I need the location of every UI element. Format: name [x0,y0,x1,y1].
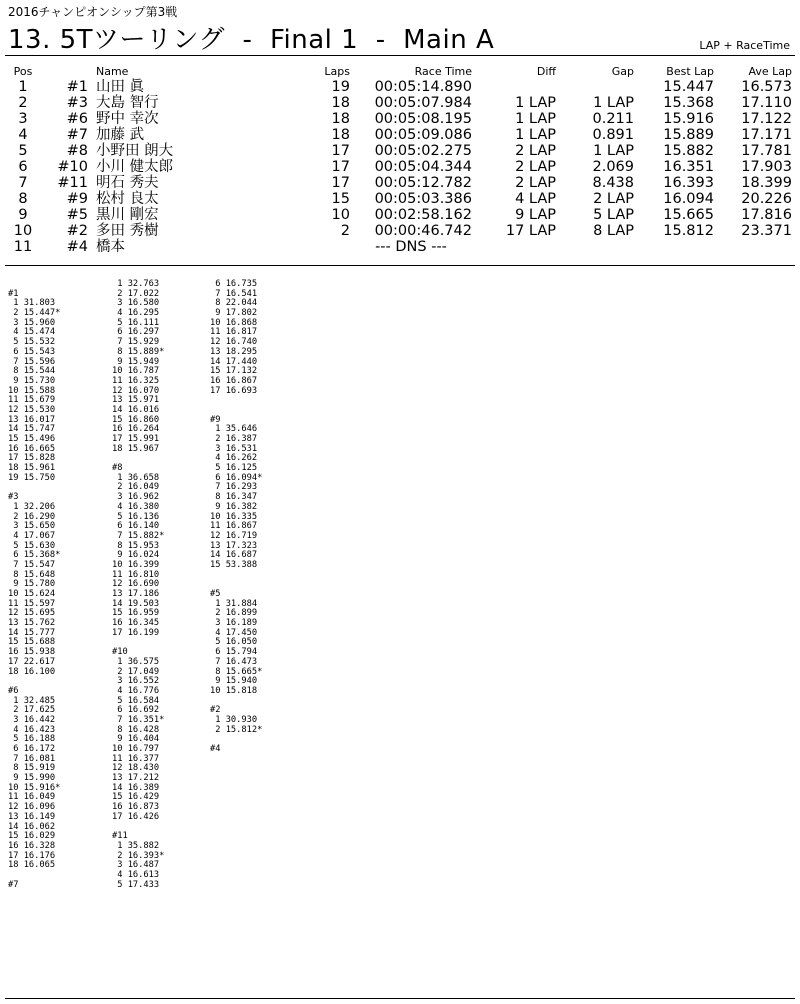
best-lap-cell: 15.447 [663,79,714,95]
ave-lap-cell: 17.816 [741,207,792,223]
lap-time-line: 5 16.584 [112,695,160,706]
lap-time-line: 17 16.693 [210,385,258,396]
lap-time-line: 6 16.094* [210,472,263,483]
car-lap-heading: #10 [112,647,128,658]
lap-time-line: 8 15.889* [112,346,165,357]
lap-time-line: 7 16.351* [112,714,165,725]
driver-name-cell: 山田 眞 [96,79,145,95]
lap-time-line: 6 15.368* [8,550,61,561]
diff-cell: 9 LAP [515,207,556,223]
lap-time-line: 12 16.719 [210,530,258,541]
lap-time-line: 16 16.873 [112,802,160,813]
best-lap-cell: 15.882 [663,143,714,159]
ave-lap-cell: 18.399 [741,175,792,191]
race-time-cell: 00:02:58.162 [374,207,472,223]
car-number-cell: #4 [66,239,88,255]
lap-time-line: 13 15.762 [8,618,56,629]
lap-time-line: 3 16.189 [210,618,258,629]
lap-time-line: 5 15.630 [8,540,56,551]
col-header-diff: Diff [536,65,556,78]
result-row [8,127,792,143]
lap-time-line: 14 15.747 [8,424,56,435]
lap-time-line: 14 16.016 [112,404,160,415]
lap-time-line: 4 17.067 [8,530,56,541]
results-header-row [8,65,792,79]
lap-time-line: 10 15.624 [8,589,56,599]
car-number-cell: #5 [66,207,88,223]
ave-lap-cell: 17.110 [741,95,792,111]
position-cell: 2 [18,95,28,111]
lap-time-line: 16 16.345 [112,618,160,629]
lap-time-line: 10 15.916* [8,782,61,793]
lap-time-line: 1 35.882 [112,840,160,851]
lap-time-line: 3 16.487 [112,860,160,871]
lap-time-line: 2 16.387 [210,434,258,444]
car-number-cell: #3 [66,95,88,111]
lap-time-line: 7 16.293 [210,482,258,493]
position-cell: 5 [18,143,28,159]
result-row [8,159,792,175]
lap-time-line: 16 16.665 [8,443,56,454]
lap-time-line: 2 17.625 [8,705,56,716]
lap-time-line: 1 36.658 [112,472,160,483]
col-header-pos: Pos [13,65,33,78]
race-time-cell: 00:05:04.344 [374,159,472,175]
gap-cell: 5 LAP [593,207,634,223]
ave-lap-cell: 17.122 [741,111,792,127]
gap-cell: 1 LAP [593,143,634,159]
lap-time-line: 13 17.186 [112,589,160,599]
car-number-cell: #8 [66,143,88,159]
car-lap-heading: #9 [210,414,221,425]
lap-time-line: 9 16.024 [112,550,160,561]
lap-time-line: 11 15.597 [8,598,56,609]
col-header-race-time: Race Time [414,65,472,78]
lap-time-line: 10 16.868 [210,317,258,328]
header-divider [5,55,795,56]
lap-time-line: 9 16.382 [210,501,258,512]
race-time-cell: 00:00:46.742 [374,223,472,239]
diff-cell: 1 LAP [515,111,556,127]
lap-time-line: 5 16.188 [8,734,56,745]
car-lap-heading: #2 [210,705,221,716]
lap-time-line: 1 30.930 [210,714,258,725]
gap-cell: 0.211 [592,111,634,127]
result-row [8,175,792,191]
dns-status-cell: --- DNS --- [375,239,447,255]
ave-lap-cell: 20.226 [741,191,792,207]
lap-time-line: 5 16.111 [112,317,160,328]
lap-time-line: 16 16.867 [210,375,258,386]
lap-time-line: 13 16.017 [8,414,56,425]
lap-time-line: 11 16.867 [210,521,258,532]
diff-cell: 2 LAP [515,175,556,191]
diff-cell: 4 LAP [515,191,556,207]
lap-time-line: 11 16.325 [112,375,160,386]
driver-name-cell: 野中 幸次 [96,111,159,127]
col-header-ave-lap: Ave Lap [748,65,792,78]
best-lap-cell: 16.351 [663,159,714,175]
gap-cell: 2 LAP [593,191,634,207]
car-number-cell: #10 [57,159,88,175]
lap-time-line: 8 15.919 [8,763,56,774]
car-lap-heading: #1 [8,288,19,299]
lap-time-line: 16 15.938 [8,647,56,658]
gap-cell [556,79,634,95]
col-header-best-lap: Best Lap [666,65,714,78]
race-time-cell: 00:05:07.984 [374,95,472,111]
position-cell: 9 [18,207,28,223]
lap-time-line: 3 16.531 [210,443,258,454]
driver-name-cell: 橋本 [96,239,125,255]
position-cell: 4 [18,127,28,143]
lap-time-line: 15 16.959 [112,608,160,619]
lap-time-line: 11 16.049 [8,792,56,803]
lap-time-line: 9 16.404 [112,734,160,745]
lap-time-line: 6 15.794 [210,647,258,658]
car-lap-heading: #5 [210,589,221,599]
position-cell: 10 [13,223,33,239]
best-lap-cell: 16.094 [663,191,714,207]
driver-name-cell: 明石 秀夫 [96,175,159,191]
lap-time-line: 2 16.393* [112,850,165,861]
lap-time-line: 4 16.295 [112,308,160,319]
driver-name-cell: 小川 健太郎 [96,159,174,175]
lap-time-line: 2 15.812* [210,724,263,735]
lap-time-line: 3 15.650 [8,521,56,532]
lap-time-line: 13 18.295 [210,346,258,357]
diff-cell: 1 LAP [515,95,556,111]
best-lap-cell: 16.393 [663,175,714,191]
lap-time-line: 13 15.971 [112,395,160,406]
lap-time-line: 12 16.740 [210,337,258,348]
lap-time-line: 1 32.485 [8,695,56,706]
lap-time-line: 1 32.206 [8,501,56,512]
lap-time-line: 16 16.328 [8,840,56,851]
lap-times-column [8,280,60,890]
lap-time-line: 17 15.828 [8,453,56,464]
lap-time-line: 6 16.735 [210,279,258,289]
lap-time-line: 15 15.496 [8,434,56,444]
race-time-cell: 00:05:12.782 [374,175,472,191]
lap-time-line: 2 16.899 [210,608,258,619]
col-header-gap: Gap [611,65,634,78]
lap-time-line: 1 31.803 [8,298,56,309]
lap-time-line: 7 16.081 [8,753,56,764]
lap-time-line: 6 16.172 [8,744,56,754]
lap-time-line: 5 16.050 [210,637,258,648]
position-cell: 11 [13,239,33,255]
best-lap-cell: 15.368 [663,95,714,111]
series-title: 2016チャンピオンシップ第3戦 [8,5,178,19]
car-lap-heading: #8 [112,463,123,474]
lap-time-line: 11 16.377 [112,753,160,764]
car-number-cell: #1 [66,79,88,95]
lap-time-line: 7 15.929 [112,337,160,348]
lap-time-line: 1 31.884 [210,598,258,609]
lap-time-line: 2 16.049 [112,482,160,493]
lap-time-line: 2 17.049 [112,666,160,677]
lap-time-line: 10 16.797 [112,744,160,754]
col-header-laps: Laps [324,65,350,78]
lap-time-line: 15 15.688 [8,637,56,648]
lap-time-line: 17 22.617 [8,656,56,667]
lap-time-line: 10 15.588 [8,385,56,396]
car-lap-heading: #4 [210,744,221,754]
result-row [8,95,792,111]
lap-time-line: 4 16.262 [210,453,258,464]
position-cell: 7 [18,175,28,191]
lap-time-line: 9 15.780 [8,579,56,590]
lap-time-line: 4 16.380 [112,501,160,512]
laps-cell: 10 [331,207,350,223]
lap-time-line: 15 16.860 [112,414,160,425]
footer-divider [5,998,795,999]
lap-time-line: 18 15.967 [112,443,160,454]
diff-cell: 2 LAP [515,143,556,159]
car-number-cell: #9 [66,191,88,207]
gap-cell: 1 LAP [593,95,634,111]
result-row [8,143,792,159]
position-cell: 1 [18,79,28,95]
lap-time-line: 8 15.953 [112,540,160,551]
race-time-cell: 00:05:08.195 [374,111,472,127]
gap-cell: 8 LAP [593,223,634,239]
lap-time-line: 13 16.149 [8,811,56,822]
lap-time-line: 14 16.687 [210,550,258,561]
lap-time-line: 15 53.388 [210,559,258,570]
driver-name-cell: 多田 秀樹 [96,223,159,239]
lap-time-line: 10 16.787 [112,366,160,377]
gap-cell: 2.069 [592,159,634,175]
lap-time-line: 19 15.750 [8,472,56,483]
lap-times-column [112,280,164,890]
lap-time-line: 12 16.096 [8,802,56,813]
ave-lap-cell: 17.171 [741,127,792,143]
best-lap-cell: 15.889 [663,127,714,143]
lap-time-line: 12 15.695 [8,608,56,619]
lap-time-line: 2 17.022 [112,288,160,299]
ave-lap-cell: 16.573 [741,79,792,95]
lap-times-column [210,280,262,755]
result-row [8,111,792,127]
results-body [8,79,792,255]
driver-name-cell: 大島 智行 [96,95,159,111]
lap-time-line: 8 16.428 [112,724,160,735]
lap-time-line: 9 15.949 [112,356,160,367]
lap-time-line: 11 15.679 [8,395,56,406]
lap-time-line: 6 15.543 [8,346,56,357]
lap-time-line: 3 16.962 [112,492,160,503]
driver-name-cell: 松村 良太 [96,191,159,207]
lap-time-line: 4 15.474 [8,327,56,338]
timing-mode-label: LAP + RaceTime [699,39,790,52]
best-lap-cell: 15.665 [663,207,714,223]
lap-time-line: 9 15.990 [8,773,56,784]
diff-cell: 1 LAP [515,127,556,143]
diff-cell [472,79,556,95]
best-lap-cell: 15.812 [663,223,714,239]
lap-time-line: 3 16.442 [8,714,56,725]
position-cell: 8 [18,191,28,207]
lap-time-line: 14 16.389 [112,782,160,793]
car-lap-heading: #11 [112,831,128,842]
lap-time-line: 3 16.580 [112,298,160,309]
car-lap-heading: #7 [8,879,19,890]
car-number-cell: #6 [66,111,88,127]
lap-time-line: 12 15.530 [8,404,56,415]
result-row [8,79,792,95]
lap-time-line [210,396,262,406]
lap-time-line: 10 16.335 [210,511,258,522]
lap-time-line: 9 15.940 [210,676,258,687]
laps-cell: 18 [331,127,350,143]
lap-time-line: 1 35.646 [210,424,258,435]
lap-time-line: 4 17.450 [210,627,258,638]
diff-cell: 17 LAP [505,223,556,239]
lap-time-line: 7 16.541 [210,288,258,299]
lap-time-line: 11 16.817 [210,327,258,338]
laps-cell: 2 [340,223,350,239]
race-title: 13. 5Tツーリング - Final 1 - Main A [8,25,495,55]
car-number-cell: #11 [57,175,88,191]
lap-time-line: 14 15.777 [8,627,56,638]
race-time-cell: 00:05:03.386 [374,191,472,207]
ave-lap-cell: 23.371 [741,223,792,239]
race-time-cell: 00:05:14.890 [374,79,472,95]
car-lap-heading: #6 [8,685,19,696]
laps-cell: 17 [331,175,350,191]
lap-time-line: 18 15.961 [8,463,56,474]
laps-cell: 18 [331,95,350,111]
result-row [8,191,792,207]
lap-time-line: 8 22.044 [210,298,258,309]
lap-time-line: 5 16.125 [210,463,258,474]
result-row [8,207,792,223]
laps-cell: 18 [331,111,350,127]
result-row-dns [8,239,792,255]
lap-time-line: 4 16.776 [112,685,160,696]
lap-time-line: 14 19.503 [112,598,160,609]
car-lap-heading: #3 [8,492,19,503]
lap-time-line: 12 18.430 [112,763,160,774]
lap-time-line: 11 16.810 [112,569,160,580]
laps-cell: 17 [331,159,350,175]
lap-time-line: 4 16.613 [112,869,160,880]
lap-time-line: 14 17.440 [210,356,258,367]
lap-time-line: 2 15.447* [8,308,61,319]
position-cell: 3 [18,111,28,127]
race-time-cell: 00:05:02.275 [374,143,472,159]
col-header-name: Name [96,65,129,78]
result-row [8,223,792,239]
car-number-cell: #2 [66,223,88,239]
ave-lap-cell: 17.903 [741,159,792,175]
lap-time-line: 10 16.399 [112,559,160,570]
lap-time-line: 3 16.552 [112,676,160,687]
lap-time-line: 17 16.176 [8,850,56,861]
ave-lap-cell: 17.781 [741,143,792,159]
driver-name-cell: 小野田 朗大 [96,143,174,159]
lap-time-line: 10 15.818 [210,685,258,696]
laps-cell: 19 [331,79,350,95]
gap-cell: 0.891 [592,127,634,143]
lap-time-line: 7 15.547 [8,559,56,570]
lap-time-line: 12 16.690 [112,579,160,590]
lap-time-line: 13 17.212 [112,773,160,784]
laps-cell: 17 [331,143,350,159]
lap-time-line: 8 16.347 [210,492,258,503]
lap-time-line: 15 16.429 [112,792,160,803]
lap-time-line: 17 16.426 [112,811,160,822]
driver-name-cell: 加藤 武 [96,127,145,143]
results-divider [5,265,795,266]
lap-time-line: 5 16.136 [112,511,160,522]
lap-time-line: 17 15.991 [112,434,160,444]
lap-time-line: 7 16.473 [210,656,258,667]
results-table [8,65,792,255]
lap-time-line: 17 16.199 [112,627,160,638]
laps-cell: 15 [331,191,350,207]
lap-time-line: 15 16.029 [8,831,56,842]
lap-time-line: 7 15.882* [112,530,165,541]
lap-time-line: 1 36.575 [112,656,160,667]
lap-time-line: 1 32.763 [112,279,160,289]
lap-time-line: 14 16.062 [8,821,56,832]
race-time-cell: 00:05:09.086 [374,127,472,143]
position-cell: 6 [18,159,28,175]
lap-time-line: 5 17.433 [112,879,160,890]
lap-time-line: 8 15.665* [210,666,263,677]
lap-time-line: 2 16.290 [8,511,56,522]
lap-time-line: 18 16.100 [8,666,56,677]
lap-time-line [210,571,262,581]
lap-time-line: 18 16.065 [8,860,56,871]
gap-cell: 8.438 [592,175,634,191]
car-number-cell: #7 [66,127,88,143]
lap-time-line: 15 17.132 [210,366,258,377]
diff-cell: 2 LAP [515,159,556,175]
lap-time-line: 7 15.596 [8,356,56,367]
lap-time-line: 9 15.730 [8,375,56,386]
lap-time-line: 6 16.692 [112,705,160,716]
driver-name-cell: 黒川 剛宏 [96,207,159,223]
lap-time-line: 6 16.140 [112,521,160,532]
best-lap-cell: 15.916 [663,111,714,127]
lap-time-line: 16 16.264 [112,424,160,435]
lap-time-line: 5 15.532 [8,337,56,348]
lap-time-line: 6 16.297 [112,327,160,338]
lap-time-line: 13 17.323 [210,540,258,551]
lap-time-line: 4 16.423 [8,724,56,735]
lap-time-line: 8 15.648 [8,569,56,580]
lap-time-line: 12 16.070 [112,385,160,396]
lap-time-line: 3 15.960 [8,317,56,328]
lap-time-line: 9 17.802 [210,308,258,319]
lap-time-line: 8 15.544 [8,366,56,377]
